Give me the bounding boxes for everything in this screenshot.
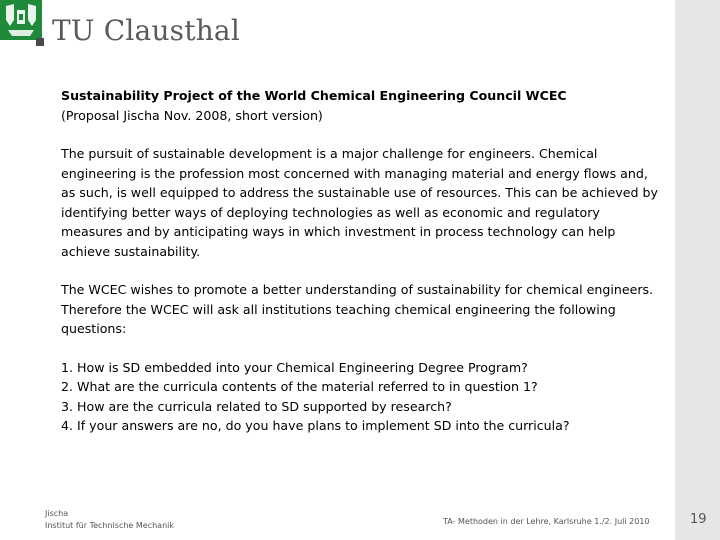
paragraph-intro: The pursuit of sustainable development is a major challenge for engineers. Chemical engineering is the profession most concerned with managing material and energy flows and, as such, is well equipped to address the sustainable use of resources. This can be achieved by identifying better ways of deploying technologies as well as economic and regulatory measures and by anticipating ways in which investment in process technology can help achieve sustainability. [61,146,658,259]
question-item: 3. How are the curricula related to SD supported by research? [61,398,452,414]
logo-square-mark [36,38,44,46]
logo [0,0,46,46]
footer-author: Jischa [45,509,69,518]
slide-title: Sustainability Project of the World Chemical Engineering Council WCEC [61,88,567,103]
footer-event: TA- Methoden in der Lehre, Karlsruhe 1./2. Juli 2010 [443,517,650,526]
slide-content [61,86,661,436]
footer-institute: Institut für Technische Mechanik [45,521,174,530]
question-list [61,358,661,436]
brand-name: TU Clausthal [52,14,240,47]
page-number: 19 [690,512,707,527]
question-item: 2. What are the curricula contents of the material referred to in question 1? [61,379,538,394]
tu-clausthal-logo-icon [0,0,42,40]
paragraph-wcec: The WCEC wishes to promote a better understanding of sustainability for chemical engineers. Therefore the WCEC will ask all institutions teaching chemical engineering the following questions: [61,282,654,336]
question-item: 1. How is SD embedded into your Chemical Engineering Degree Program? [61,359,528,375]
right-decorative-band [675,0,720,540]
slide-subtitle: (Proposal Jischa Nov. 2008, short version) [61,107,323,123]
question-item: 4. If your answers are no, do you have plans to implement SD into the curricula? [61,418,570,433]
footer-author-block [45,508,174,532]
